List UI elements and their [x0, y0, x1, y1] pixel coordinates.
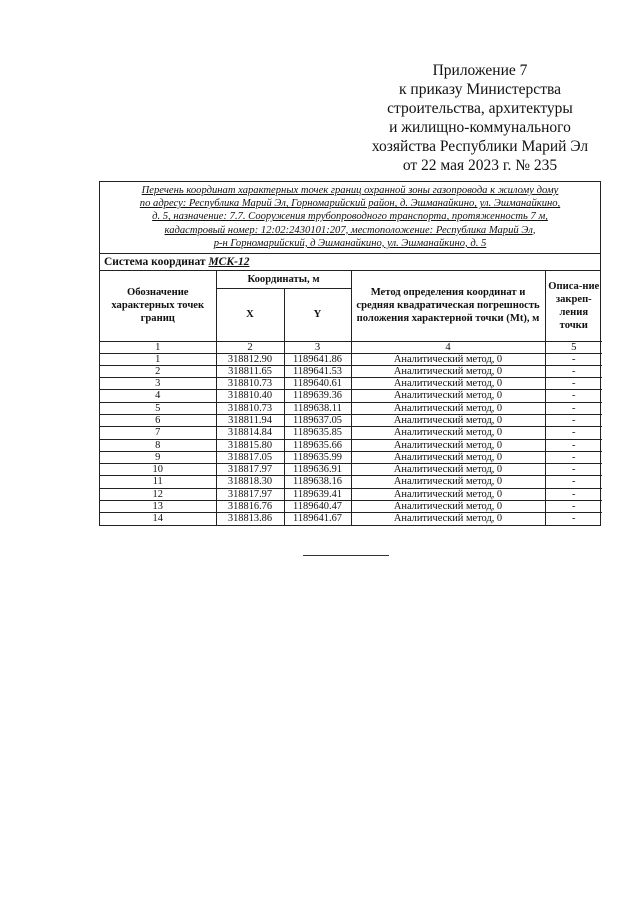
cell-x: 318815.80: [216, 439, 284, 451]
cell-method: Аналитический метод, 0: [351, 464, 545, 476]
cell-description: -: [545, 451, 602, 463]
cell-point: 2: [100, 365, 216, 377]
coordinates-document: [99, 181, 601, 526]
table-row: [100, 488, 602, 500]
cell-point: 5: [100, 402, 216, 414]
cell-point: 1: [100, 353, 216, 365]
cell-method: Аналитический метод, 0: [351, 365, 545, 377]
cell-description: -: [545, 365, 602, 377]
col-header-method: Метод определения координат и средняя квадратическая погрешность положения характерной точки (Mt), м: [351, 271, 545, 341]
coordinate-system-value: МСК-12: [208, 256, 250, 269]
document-header: [360, 61, 600, 175]
cell-x: 318812.90: [216, 353, 284, 365]
column-number: 3: [284, 341, 351, 353]
col-header-coords: Координаты, м: [216, 271, 351, 288]
cell-x: 318814.84: [216, 427, 284, 439]
cell-point: 8: [100, 439, 216, 451]
cell-description: -: [545, 353, 602, 365]
title-line: р-н Горномарийский, д Эшманайкино, ул. Эшманайкино, д. 5: [213, 237, 487, 249]
cell-description: -: [545, 378, 602, 390]
cell-method: Аналитический метод, 0: [351, 513, 545, 525]
column-number: 2: [216, 341, 284, 353]
cell-description: -: [545, 439, 602, 451]
cell-method: Аналитический метод, 0: [351, 488, 545, 500]
header-line: и жилищно-коммунального: [389, 119, 571, 136]
header-line: к приказу Министерства: [399, 81, 561, 98]
cell-method: Аналитический метод, 0: [351, 427, 545, 439]
cell-y: 1189640.61: [284, 378, 351, 390]
table-row: [100, 427, 602, 439]
coordinate-system-label: Система координат: [104, 256, 206, 269]
col-header-point: Обозначение характерных точек границ: [100, 271, 216, 341]
coordinates-table: [100, 271, 602, 525]
cell-point: 7: [100, 427, 216, 439]
table-row: [100, 513, 602, 525]
column-number: 4: [351, 341, 545, 353]
cell-y: 1189639.36: [284, 390, 351, 402]
cell-method: Аналитический метод, 0: [351, 353, 545, 365]
document-title: [100, 182, 600, 254]
cell-y: 1189635.66: [284, 439, 351, 451]
cell-description: -: [545, 464, 602, 476]
cell-method: Аналитический метод, 0: [351, 451, 545, 463]
cell-method: Аналитический метод, 0: [351, 476, 545, 488]
cell-method: Аналитический метод, 0: [351, 390, 545, 402]
cell-point: 6: [100, 415, 216, 427]
table-row: [100, 439, 602, 451]
cell-y: 1189640.47: [284, 501, 351, 513]
table-row: [100, 378, 602, 390]
cell-y: 1189635.85: [284, 427, 351, 439]
cell-y: 1189638.16: [284, 476, 351, 488]
cell-y: 1189638.11: [284, 402, 351, 414]
table-row: [100, 501, 602, 513]
title-line: д. 5, назначение: 7.7. Сооружения трубопроводного транспорта, протяженность 7 м,: [152, 211, 548, 223]
table-row: [100, 415, 602, 427]
cell-x: 318810.73: [216, 402, 284, 414]
column-number: 1: [100, 341, 216, 353]
cell-description: -: [545, 476, 602, 488]
table-row: [100, 402, 602, 414]
table-row: [100, 476, 602, 488]
cell-point: 12: [100, 488, 216, 500]
cell-x: 318816.76: [216, 501, 284, 513]
cell-x: 318811.94: [216, 415, 284, 427]
cell-point: 9: [100, 451, 216, 463]
title-line: Перечень координат характерных точек границ охранной зоны газопровода к жилому дому: [141, 185, 559, 196]
cell-description: -: [545, 501, 602, 513]
cell-method: Аналитический метод, 0: [351, 402, 545, 414]
cell-description: -: [545, 513, 602, 525]
cell-y: 1189641.67: [284, 513, 351, 525]
cell-y: 1189636.91: [284, 464, 351, 476]
cell-description: -: [545, 415, 602, 427]
end-divider: [303, 555, 389, 556]
header-line: строительства, архитектуры: [387, 100, 573, 117]
title-line: кадастровый номер: 12:02:2430101:207, местоположение: Республика Марий Эл,: [164, 224, 536, 236]
cell-description: -: [545, 427, 602, 439]
title-line: по адресу: Республика Марий Эл, Горномарийский район, д. Эшманайкино, ул. Эшманайкино,: [139, 198, 561, 210]
col-header-y: Y: [284, 288, 351, 341]
cell-point: 3: [100, 378, 216, 390]
header-line: от 22 мая 2023 г. № 235: [402, 157, 558, 174]
table-row: [100, 365, 602, 377]
cell-x: 318817.05: [216, 451, 284, 463]
cell-description: -: [545, 390, 602, 402]
table-row: [100, 353, 602, 365]
col-header-x: X: [216, 288, 284, 341]
cell-x: 318811.65: [216, 365, 284, 377]
coordinate-system: [100, 254, 600, 271]
cell-y: 1189635.99: [284, 451, 351, 463]
cell-point: 13: [100, 501, 216, 513]
cell-method: Аналитический метод, 0: [351, 415, 545, 427]
header-line: хозяйства Республики Марий Эл: [371, 138, 589, 155]
cell-y: 1189639.41: [284, 488, 351, 500]
cell-description: -: [545, 402, 602, 414]
cell-method: Аналитический метод, 0: [351, 501, 545, 513]
cell-x: 318818.30: [216, 476, 284, 488]
table-row: [100, 464, 602, 476]
cell-x: 318817.97: [216, 464, 284, 476]
cell-method: Аналитический метод, 0: [351, 378, 545, 390]
cell-x: 318810.40: [216, 390, 284, 402]
cell-y: 1189637.05: [284, 415, 351, 427]
cell-description: -: [545, 488, 602, 500]
cell-x: 318810.73: [216, 378, 284, 390]
column-number: 5: [545, 341, 602, 353]
cell-point: 14: [100, 513, 216, 525]
cell-y: 1189641.53: [284, 365, 351, 377]
table-row: [100, 390, 602, 402]
cell-y: 1189641.86: [284, 353, 351, 365]
cell-point: 10: [100, 464, 216, 476]
cell-point: 4: [100, 390, 216, 402]
cell-point: 11: [100, 476, 216, 488]
header-line: Приложение 7: [432, 62, 528, 79]
cell-x: 318813.86: [216, 513, 284, 525]
table-row: [100, 451, 602, 463]
column-number-row: [100, 341, 602, 353]
cell-x: 318817.97: [216, 488, 284, 500]
cell-method: Аналитический метод, 0: [351, 439, 545, 451]
col-header-description: Описа-ние закреп-ления точки: [545, 271, 602, 341]
